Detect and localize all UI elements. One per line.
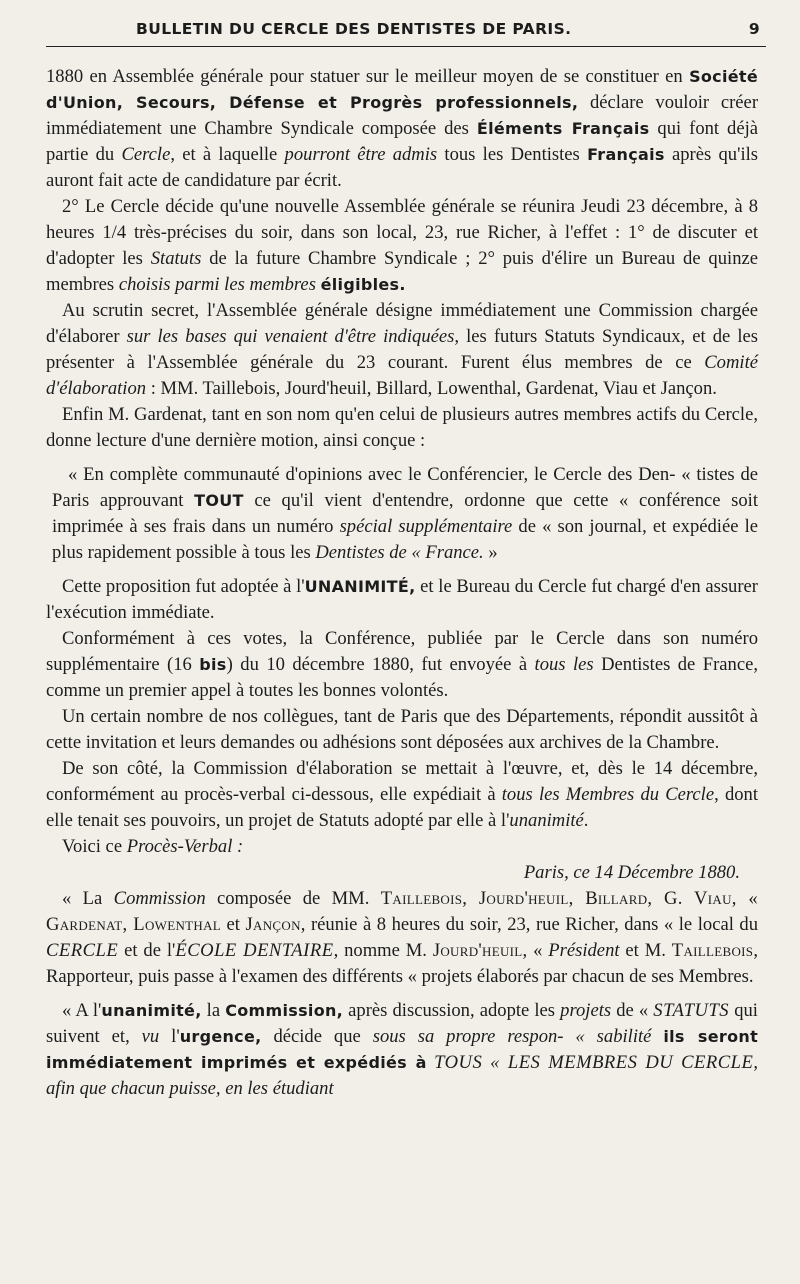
paragraph-4: Enfin M. Gardenat, tant en son nom qu'en celui de plusieurs autres membres actifs du Cercle, donne lecture d'une dernière motion, ainsi conçue :: [46, 404, 758, 451]
paragraph-7: Conformément à ces votes, la Conférence, publiée par le Cercle dans son numéro supplémentaire (16 bis) du 10 décembre 1880, fut envoyée à tous les Dentistes de France, comme un premier appel à toutes les bonnes volontés.: [46, 628, 758, 701]
running-header: [46, 18, 766, 47]
header-title: BULLETIN DU CERCLE DES DENTISTES DE PARIS.: [136, 20, 572, 38]
paragraph-9: De son côté, la Commission d'élaboration se mettait à l'œuvre, et, dès le 14 décembre, conformément au procès-verbal ci-dessous, elle expédiait à tous les Membres du Cercle, dont elle tenait ses pouvoirs, un projet de Statuts adopté par elle à l'unanimité.: [46, 758, 758, 831]
motion-quote: « En complète communauté d'opinions avec le Conférencier, le Cercle des Den- « tistes de Paris approuvant TOUT ce qu'il vient d'entendre, ordonne que cette « conférence soit imprimée à ses frais dans un numéro spécial supplémentaire de « son journal, et expédiée le plus rapidement possible à tous les Dentistes de « France. »: [52, 464, 758, 563]
dateline: Paris, ce 14 Décembre 1880.: [523, 862, 740, 883]
paragraph-2: 2° Le Cercle décide qu'une nouvelle Assemblée générale se réunira Jeudi 23 décembre, à 8 heures 1/4 très-précises du soir, dans son local, 23, rue Richer, à l'effet : 1° de discuter et d'adopter les Statuts de la future Chambre Syndicale ; 2° puis d'élire un Bureau de quinze membres choisis parmi les membres éligibles.: [46, 196, 758, 295]
paragraph-10: Voici ce Procès-Verbal :: [62, 836, 244, 857]
paragraph-3: Au scrutin secret, l'Assemblée générale désigne immédiatement une Commission chargée d'élaborer sur les bases qui venaient d'être indiquées, les futurs Statuts Syndicaux, et de les présenter à l'Assemblée générale du 23 courant. Furent élus membres de ce Comité d'élaboration : MM. Taillebois, Jourd'heuil, Billard, Lowenthal, Gardenat, Viau et Jançon.: [46, 300, 759, 399]
minutes-paragraph-1: « La Commission composée de MM. Taillebois, Jourd'heuil, Billard, G. Viau, « Gardenat, Lowenthal et Jançon, réunie à 8 heures du soir, 23, rue Richer, dans « le local du CERCLE et de l'ÉCOLE DENTAIRE, nomme M. Jourd'heuil, « Président et M. Taillebois, Rapporteur, puis passe à l'examen des différents « projets élaborés par chacun de ses Membres.: [46, 888, 759, 987]
page-number: 9: [748, 20, 760, 38]
paragraph-8: Un certain nombre de nos collègues, tant de Paris que des Départements, répondit aussitôt à cette invitation et leurs demandes ou adhésions sont déposées aux archives de la Chambre.: [46, 706, 758, 753]
paragraph-1: 1880 en Assemblée générale pour statuer sur le meilleur moyen de se constituer en Société d'Union, Secours, Défense et Progrès professionnels, déclare vouloir créer immédiatement une Chambre Syndicale composée des Éléments Français qui font déjà partie du Cercle, et à laquelle pourront être admis tous les Dentistes Français après qu'ils auront fait acte de candidature par écrit.: [46, 66, 759, 191]
body-text: [46, 64, 758, 1102]
minutes-paragraph-2: « A l'unanimité, la Commission, après discussion, adopte les projets de « STATUTS qui suivent et, vu l'urgence, décide que sous sa propre respon- « sabilité ils seront immédiatement imprimés et expédiés à TOUS « LES MEMBRES DU CERCLE, afin que chacun puisse, en les étudiant: [46, 1000, 759, 1099]
paragraph-6: Cette proposition fut adoptée à l'UNANIMITÉ, et le Bureau du Cercle fut chargé d'en assurer l'exécution immédiate.: [46, 576, 758, 623]
